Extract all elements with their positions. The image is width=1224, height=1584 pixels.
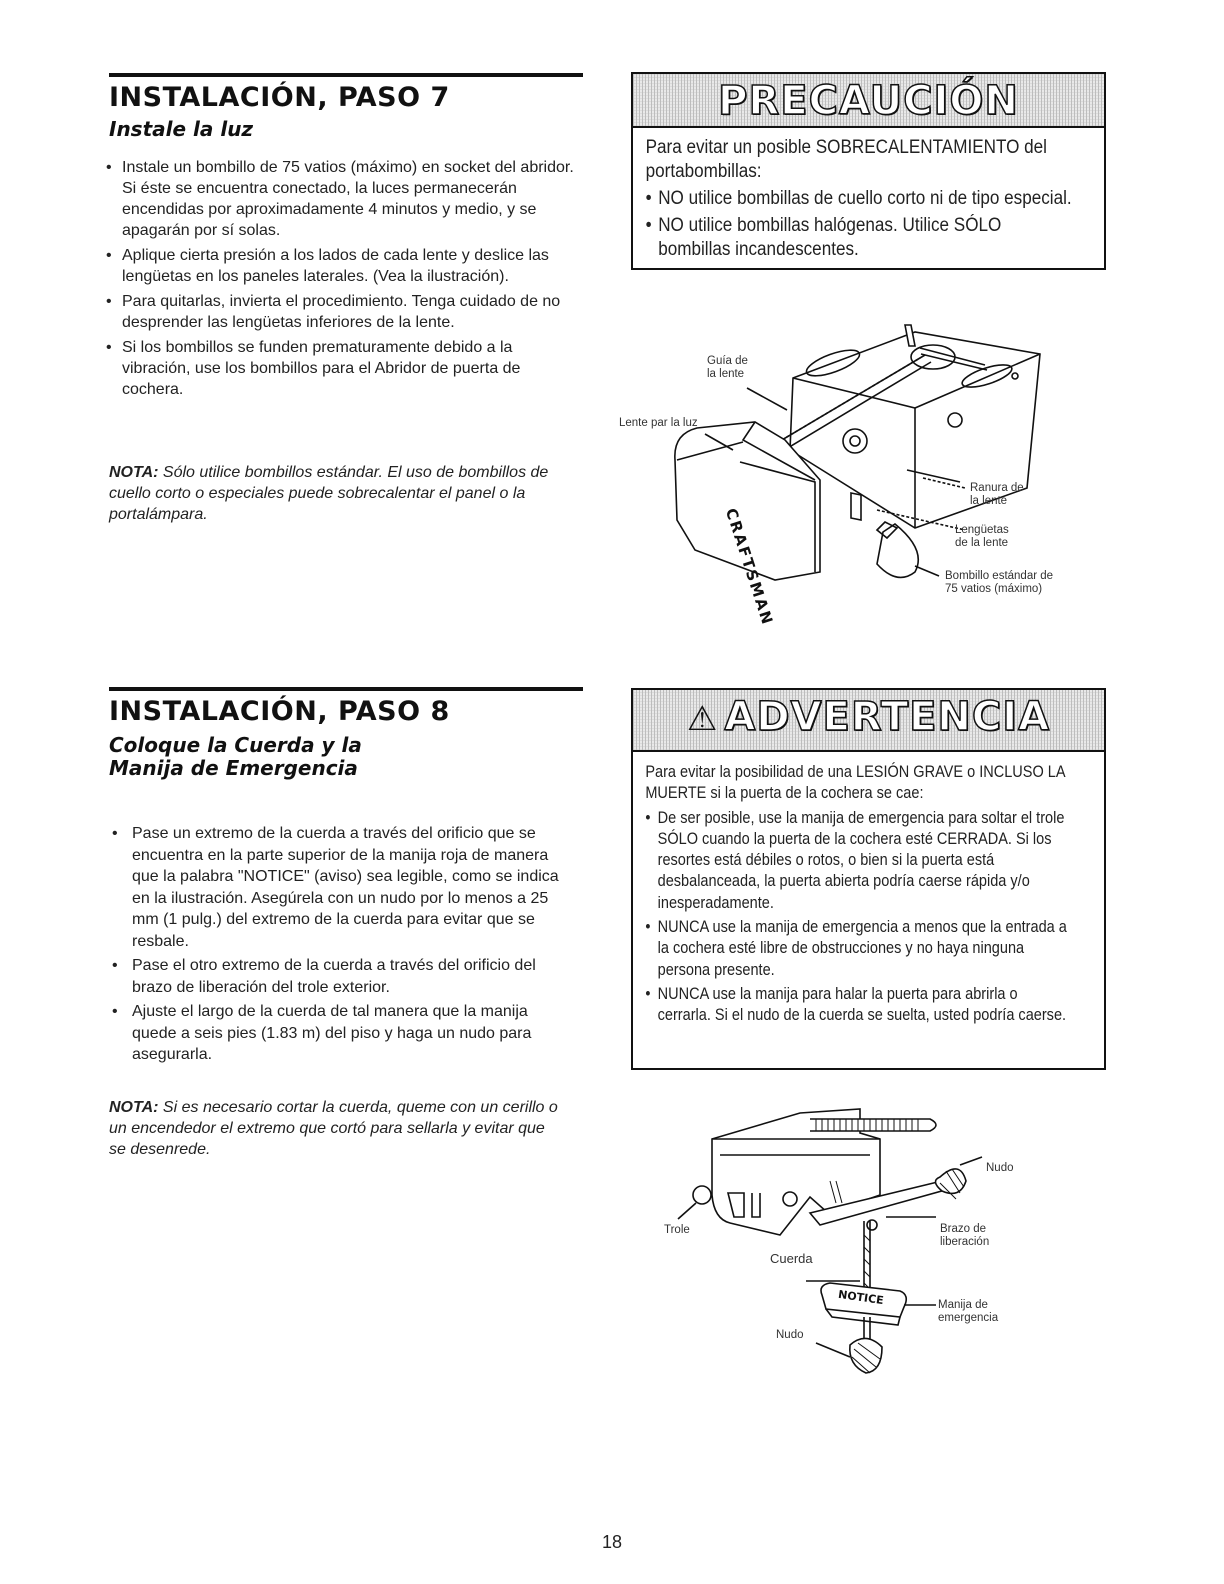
trolley-illustration [660,1095,1060,1395]
caution-header-text: PRECAUCIÓN [718,78,1019,124]
label-lens-tabs: Lengüetas de la lente [955,524,1009,549]
label-bulb: Bombillo estándar de 75 vatios (máximo) [945,570,1054,595]
warning-body [633,752,1085,1037]
label-lens-guide: Guía de la lente [707,355,748,380]
warning-header-text: ADVERTENCIA [724,694,1051,740]
step8-list [106,823,572,1069]
label-light-lens: Lente par la luz [619,417,698,429]
caution-item-1: • NO utilice bombillas de cuello corto ni de tipo especial. [646,187,1078,211]
step8-note-label: NOTA: [109,1099,159,1116]
warning-item-1: • De ser posible, use la manija de emergencia para soltar el trole SÓLO cuando la puerta de la cochera esté CERRADA. Si los resortes está débiles o rotos, o bien si la puerta está desbalanceada, la puerta abierta podría caerse rápida y/o inesperadamente. [645,808,1073,914]
step8-note-text: Si es necesario cortar la cuerda, queme con un cerillo o un encendedor el extremo que cortó para sellarla y evitar que se desenrede. [109,1099,558,1158]
step7-note-label: NOTA: [109,464,159,481]
craftsman-brand: CRAFTSMAN [721,506,777,629]
step8-note [109,1097,564,1160]
label-knot-top: Nudo [986,1162,1014,1174]
opener-drawing [615,310,1105,610]
step7-subtitle: Instale la luz [109,117,254,141]
step7-item-2: • Aplique cierta presión a los lados de cada lente y deslice las lengüetas en los paneles laterales. (Vea la ilustración). [106,245,576,287]
step7-item-1: • Instale un bombillo de 75 vatios (máximo) en socket del abridor. Si éste se encuentra conectado, la luces permanecerán encendidas por aproximadamente 4 minutos y medio, y se apagarán por sí solas. [106,157,576,241]
label-knot-bottom: Nudo [776,1329,804,1341]
step7-item-3: • Para quitarlas, invierta el procedimiento. Tenga cuidado de no desprender las lengüetas inferiores de la lente. [106,291,576,333]
step7-rule [109,73,583,77]
caution-body [633,128,1090,272]
step8-item-2: • Pase el otro extremo de la cuerda a través del orificio del brazo de liberación del trole exterior. [106,955,572,998]
caution-intro: Para evitar un posible SOBRECALENTAMIENTO del portabombillas: [645,137,1047,182]
label-handle: Manija de emergencia [938,1299,999,1324]
label-release-arm: Brazo de liberación [940,1223,990,1248]
opener-illustration [615,310,1105,629]
step8-item-3: • Ajuste el largo de la cuerda de tal manera que la manija quede a seis pies (1.83 m) del piso y haga un nudo para asegurarla. [106,1001,572,1066]
step7-list [106,157,576,404]
step8-title: INSTALACIÓN, PASO 8 [109,696,450,727]
trolley-drawing [660,1095,1060,1395]
warning-box [631,688,1106,1070]
step7-note [109,462,584,525]
warning-intro: Para evitar la posibilidad de una LESIÓN GRAVE o INCLUSO LA MUERTE si la puerta de la cochera se cae: [645,763,1065,803]
warning-header [633,690,1104,752]
step8-item-1: • Pase un extremo de la cuerda a través del orificio que se encuentra en la parte superior de la manija roja de manera que la palabra "NOTICE" (aviso) sea legible, como se indica en la ilustración. Asegúrela con un nudo por lo menos a 25 mm (1 pulg.) del extremo de la cuerda para evitar que se resbale. [106,823,572,952]
step8-rule [109,687,583,691]
warning-alert-icon: ⚠ [686,699,719,739]
label-rope: Cuerda [770,1251,813,1266]
warning-item-3: • NUNCA use la manija para halar la puerta para abrirla o cerrarla. Si el nudo de la cuerda se suelta, usted podría caerse. [645,984,1073,1027]
step7-note-text: Sólo utilice bombillos estándar. El uso de bombillos de cuello corto o especiales puede sobrecalentar el panel o la portalámpara. [109,464,549,523]
handle-notice-text: NOTICE [837,1287,885,1308]
step7-title: INSTALACIÓN, PASO 7 [109,82,450,113]
step7-item-4: • Si los bombillos se funden prematuramente debido a la vibración, use los bombillos para el Abridor de puerta de cochera. [106,337,576,400]
caution-header [633,74,1104,128]
step8-subtitle: Coloque la Cuerda y la Manija de Emergencia [109,733,362,780]
label-lens-slot: Ranura de la lente [970,482,1024,507]
warning-item-2: • NUNCA use la manija de emergencia a menos que la entrada a la cochera esté libre de obstrucciones y no haya ninguna persona presente. [645,917,1073,981]
caution-box [631,72,1106,270]
label-trolley: Trole [664,1224,690,1236]
caution-item-2: • NO utilice bombillas halógenas. Utilice SÓLO bombillas incandescentes. [646,214,1078,262]
page-number: 18 [602,1532,623,1552]
